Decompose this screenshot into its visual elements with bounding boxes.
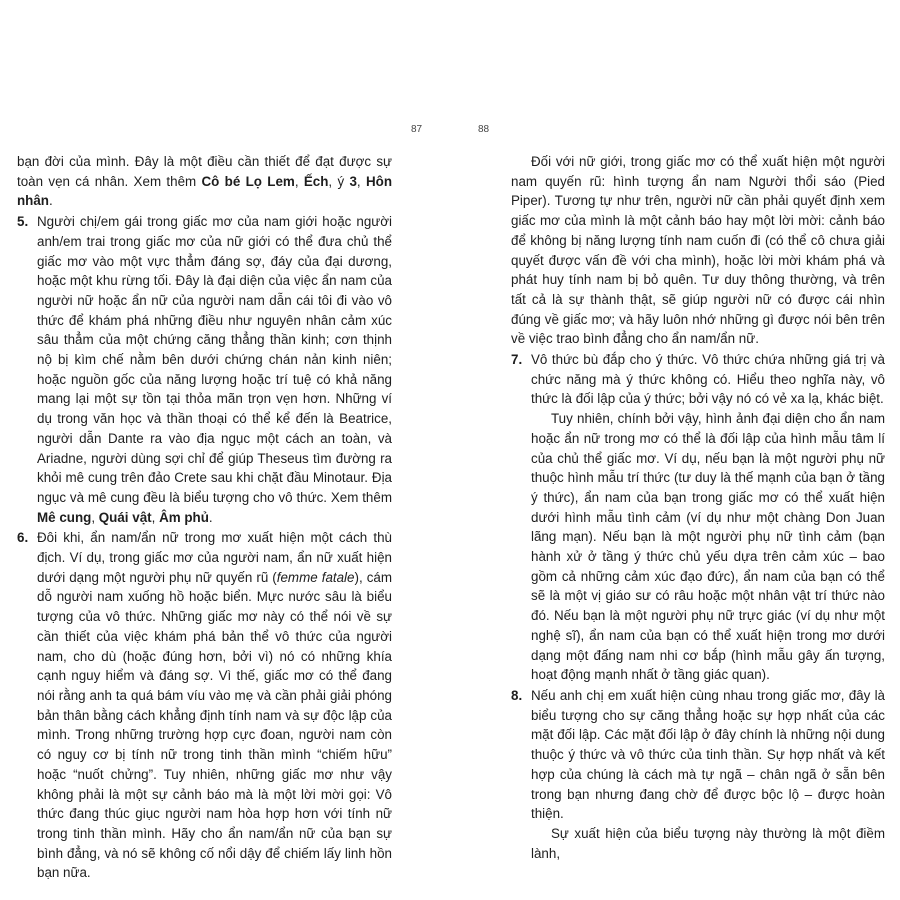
cross-ref: Cô bé Lọ Lem (201, 173, 295, 189)
cross-ref: Âm phủ (159, 509, 209, 525)
cross-ref: Mê cung (37, 509, 92, 525)
right-page (511, 152, 885, 863)
text-run: , (356, 173, 366, 189)
item-number: 5. (17, 214, 29, 230)
text-run: , (151, 509, 160, 525)
text-run: , ý (328, 173, 350, 189)
text-run: , (91, 509, 99, 525)
text-run: , (294, 173, 304, 189)
continuation-paragraph (17, 152, 392, 211)
item-number: 7. (511, 352, 523, 368)
item-number: 6. (17, 530, 29, 546)
item-text (37, 212, 392, 527)
list-item-6 (17, 528, 392, 883)
item-text: Nếu anh chị em xuất hiện cùng nhau trong giấc mơ, đây là biểu tượng cho sự căng thẳng hoặc sự hợp nhất của các mặt đối lập. Các mặt đối lập ở đây chính là những nội dung thuộc ý thức và vô thức của tinh thần. Sự hợp nhất và kết hợp của chúng là cách mà tự ngã – chân ngã ở sẵn bên trong bạn nhưng đang chờ để được bộc lộ – được hoàn thiện. (531, 687, 885, 822)
text-run: . (49, 193, 53, 209)
text-run: bạn đời của mình. Đây là một điều cần thiết để đạt được sự toàn vẹn cá nhân. Xem thêm (17, 154, 392, 189)
cross-ref: 3 (349, 173, 357, 189)
text-run: Đôi khi, ẩn nam/ẩn nữ trong mơ xuất hiện một cách thù địch. Ví dụ, trong giấc mơ của người nam, ẩn nữ xuất hiện dưới dạng một người phụ nữ quyến rũ ( (37, 530, 392, 585)
continuation-paragraph: Đối với nữ giới, trong giấc mơ có thể xuất hiện một người nam quyến rũ: hình tượng ẩn nam Người thổi sáo (Pied Piper). Tương tự như trên, người nữ cần phải quyết định xem giấc mơ của mình là một cảnh báo hay một lời mời: cảnh báo để không bị năng lượng tính nam cuốn đi (có thể cô chưa giải quyết được vấn đề với cha mình), hoặc lời mời khám phá và phát huy tính nam bị bỏ quên. Tư duy thông thường, và trên tất cả là sự thành thật, sẽ giúp người nữ có được cái nhìn đúng về giấc mơ; và hãy luôn nhớ những gì được nói bên trên về việc trao bình đẳng cho ẩn nam/ẩn nữ. (511, 154, 885, 347)
item-subparagraph: Tuy nhiên, chính bởi vậy, hình ảnh đại diện cho ẩn nam hoặc ẩn nữ trong mơ có thể là đối lập của hình mẫu tâm lí của chủ thể giấc mơ. Ví dụ, nếu bạn là một người phụ nữ thuộc hình mẫu trí thức (tư duy là thế mạnh của bạn ở tầng ý thức), ẩn nam của bạn trong giấc mơ có thể xuất hiện dưới hình mẫu tình cảm (ví dụ như một chàng Don Juan lãng mạn). Nếu bạn là một người phụ nữ tình cảm (bạn hành xử ở tầng ý thức chủ yếu dựa trên cảm xúc – bao gồm cả những cảm xúc đạo đức), ẩn nam của bạn có thể sẽ là một vị giáo sư có râu hoặc một nhân vật trí thức nào đó. Nếu bạn là một người phụ nữ trực giác (ví dụ như một nghệ sĩ), ẩn nam của bạn có thể xuất hiện trong mơ dưới dạng một đấng nam nhi cơ bắp (hình mẫu gây ấn tượng, hoạt động mạnh nhất ở tầng giác quan). (531, 411, 885, 683)
cross-ref: Ếch (303, 173, 329, 189)
cross-ref: Quái vật (98, 509, 152, 525)
item-subparagraph: Sự xuất hiện của biểu tượng này thường là một điềm lành, (531, 825, 885, 861)
page-number-right: 88 (478, 124, 490, 135)
cross-ref: Hôn nhân (17, 173, 392, 209)
item-number: 8. (511, 687, 523, 703)
text-run: Người chị/em gái trong giấc mơ của nam giới hoặc người anh/em trai trong giấc mơ của nữ giới có thể đưa chủ thể giấc mơ vào một vực thẳm đáng sợ, đáy của đại dương, hoặc một khu rừng tối. Đây là đại diện của việc ẩn nam của người nữ hoặc ẩn nữ của người nam dẫn cái tôi đi vào vô thức để khám phá những điều như nguyên nhân cảm xúc sâu thẳm của một chứng căng thẳng thần kinh; cơn thịnh nộ bị kìm chế nằm bên dưới chứng chán nản kinh niên; hoặc nguồn gốc của năng lượng hoặc trí tuệ có khả năng mang lại một sự tồn tại thỏa mãn trọn vẹn hơn. Những ví dụ trong văn học và thần thoại có thể kể đến là Beatrice, người dẫn Dante ra vào địa ngục một cách an toàn, và Ariadne, người dùng sợi chỉ để giúp Theseus tìm đường ra khỏi mê cung trên đảo Crete sau khi chặt đầu Minotaur. Địa ngục và mê cung đều là biểu tượng cho vô thức. Xem thêm (37, 214, 392, 505)
text-run: ), cám dỗ người nam xuống hồ hoặc biển. Mực nước sâu là biểu tượng của vô thức. Những giấc mơ này có thể nói về sự cần thiết của việc khám phá bản thể vô thức của người nam, cho dù (hoặc đúng hơn, bởi vì) nó có những khía cạnh nguy hiểm và đáng sợ. Vì thế, giấc mơ có thể đang nói rằng anh ta quá bám víu vào mẹ và cần phải giải phóng bản thân bằng cách khẳng định tính nam và sự độc lập của mình. Trong những trường hợp cực đoan, người nam còn có nguy cơ bị tính nữ trong tinh thần mình “chiếm hữu” hoặc “nuốt chửng”. Tuy nhiên, những giấc mơ như vậy không phải là một sự cảnh báo mà là một lời mời gọi: Vô thức đang thúc giục người nam hòa hợp hơn với tính nữ trong tinh thần mình. Hãy cho ẩn nam/ẩn nữ của bạn sự bình đẳng, và nó sẽ không cố nổi dậy để chiếm lấy linh hồn bạn nữa. (37, 569, 392, 881)
item-text (37, 528, 392, 883)
italic-term: femme fatale (276, 569, 355, 585)
left-page (17, 152, 392, 883)
list-item-7 (511, 350, 885, 685)
page-number-left: 87 (411, 124, 423, 135)
list-item-8 (511, 686, 885, 863)
list-item-5 (17, 212, 392, 527)
item-text: Vô thức bù đắp cho ý thức. Vô thức chứa những giá trị và chức năng mà ý thức không có. Hiểu theo nghĩa này, vô thức là đối lập của ý thức; bởi vậy nó có vẻ xa lạ, khác biệt. (531, 352, 885, 407)
text-run: . (208, 509, 213, 525)
